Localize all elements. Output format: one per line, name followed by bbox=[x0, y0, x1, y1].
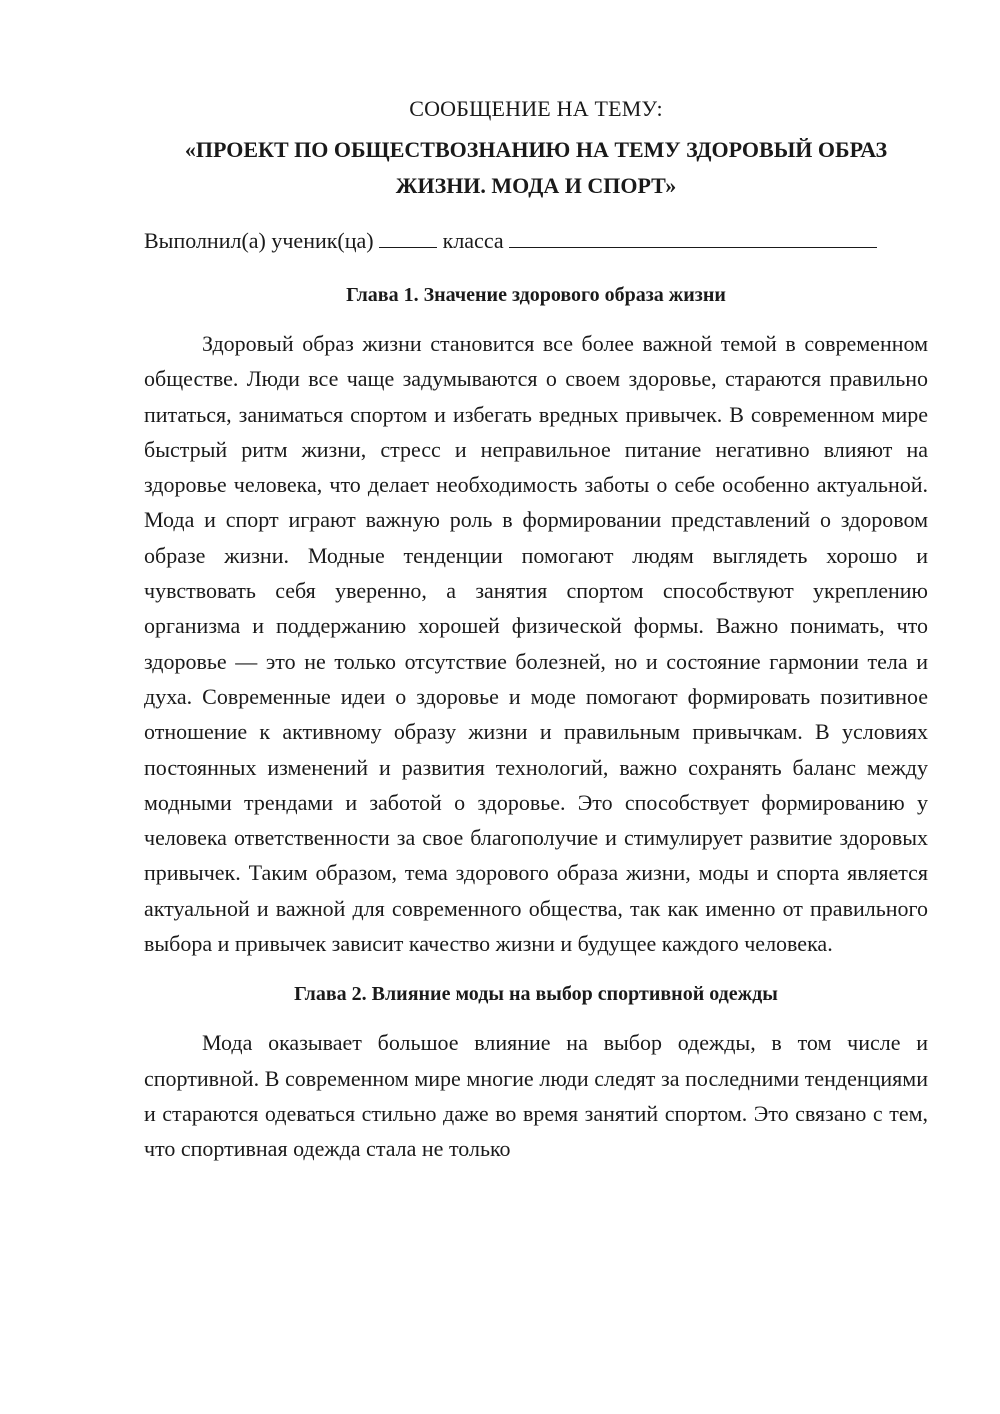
document-page bbox=[144, 92, 928, 1167]
author-line bbox=[144, 224, 928, 258]
chapter-2-text: Мода оказывает большое влияние на выбор одежды, в том числе и спортивной. В современном мире многие люди следят за последними тенденциями и стараются одеваться стильно даже во время занятий спортом. Это связано с тем, что спортивная одежда стала не только bbox=[144, 1030, 928, 1162]
chapter-1-title: Глава 1. Значение здорового образа жизни bbox=[346, 284, 726, 306]
chapter-1-text: Здоровый образ жизни становится все более важной темой в современном обществе. Люди все чаще задумываются о своем здоровье, стараются правильно питаться, заниматься спортом и избегать вредных привычек. В современном мире быстрый ритм жизни, стресс и неправильное питание негативно влияют на здоровье человека, что делает необходимость заботы о себе особенно актуальной. Мода и спорт играют важную роль в формировании представлений о здоровом образе жизни. Модные тенденции помогают людям выглядеть хорошо и чувствовать себя уверенно, а занятия спортом способствуют укреплению организма и поддержанию хорошей физической формы. Важно понимать, что здоровье — это не только отсутствие болезней, но и состояние гармонии тела и духа. Современные идеи о здоровье и моде помогают формировать позитивное отношение к активному образу жизни и правильным привычкам. В условиях постоянных изменений и развития технологий, важно сохранять баланс между модными трендами и заботой о здоровье. Это способствует формированию у человека ответственности за свое благополучие и стимулирует развитие здоровых привычек. Таким образом, тема здорового образа жизни, моды и спорта является актуальной и важной для современного общества, так как именно от правильного выбора и привычек зависит качество жизни и будущее каждого человека. bbox=[144, 331, 928, 957]
document-label: СООБЩЕНИЕ НА ТЕМУ: bbox=[409, 96, 663, 121]
student-name-blank bbox=[509, 225, 877, 248]
class-number-blank bbox=[379, 225, 437, 248]
chapter-2-title: Глава 2. Влияние моды на выбор спортивной одежды bbox=[294, 983, 778, 1006]
document-title: «ПРОЕКТ ПО ОБЩЕСТВОЗНАНИЮ НА ТЕМУ ЗДОРОВЫЙ ОБРАЗ ЖИЗНИ. МОДА И СПОРТ» bbox=[184, 137, 888, 198]
author-prefix: Выполнил(а) ученик(ца) bbox=[144, 228, 374, 253]
author-class-label: класса bbox=[442, 228, 504, 253]
